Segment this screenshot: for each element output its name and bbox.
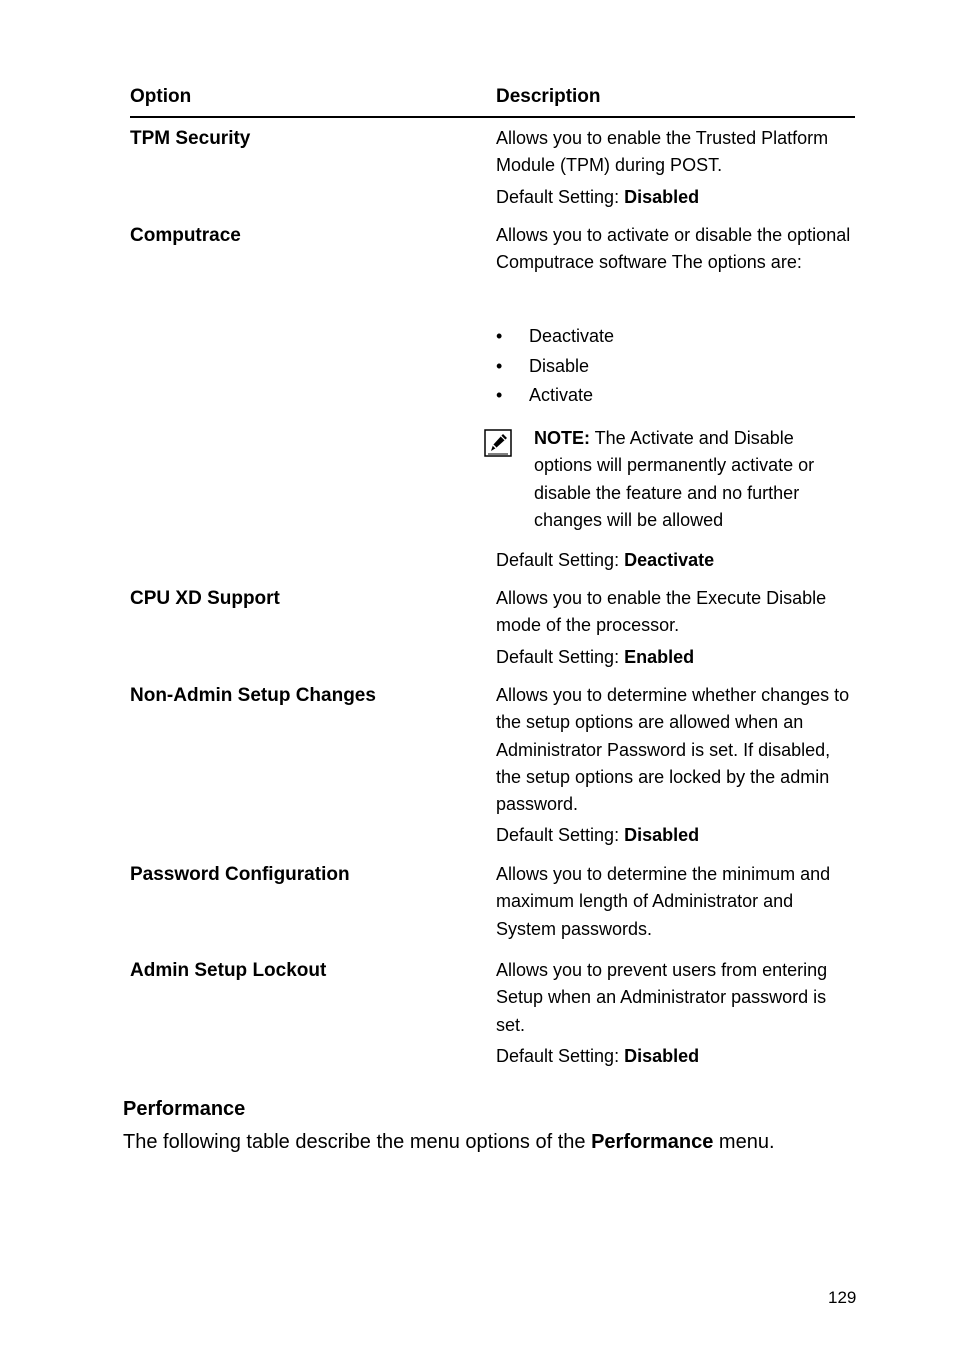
description-text: Allows you to determine whether changes to the setup options are allowed when an Administrator Password is set. If disabled, the setup options are locked by the admin password. xyxy=(496,685,850,815)
note-text xyxy=(534,425,844,534)
default-setting-label: Default Setting: xyxy=(496,1045,625,1066)
description-text: Allows you to enable the Execute Disable mode of the processor. xyxy=(496,588,827,636)
section-body-text: The following table describe the menu options of the xyxy=(123,1131,592,1153)
list-item xyxy=(496,381,614,411)
option-password-configuration: Password Configuration xyxy=(130,864,350,885)
default-setting-value: Disabled xyxy=(624,186,700,207)
default-setting-label: Default Setting: xyxy=(496,186,625,207)
default-setting xyxy=(496,644,852,671)
list-item-label: Disable xyxy=(529,355,590,376)
option-admin-setup-lockout: Admin Setup Lockout xyxy=(130,960,327,981)
list-item xyxy=(496,322,614,352)
column-header-description: Description xyxy=(496,86,601,107)
default-setting-label: Default Setting: xyxy=(496,825,625,846)
list-item xyxy=(496,352,614,382)
note-label: NOTE: xyxy=(534,428,590,448)
default-setting-label: Default Setting: xyxy=(496,646,625,667)
list-item-label: Deactivate xyxy=(529,326,615,346)
pencil-note-icon xyxy=(484,429,512,457)
description-text: Allows you to determine the minimum and maximum length of Administrator and System passwords. xyxy=(496,864,831,939)
column-header-option: Option xyxy=(130,86,192,107)
option-non-admin-setup-changes: Non-Admin Setup Changes xyxy=(130,685,376,706)
default-setting xyxy=(496,547,852,574)
default-setting-label: Default Setting: xyxy=(496,550,625,570)
description-computrace xyxy=(496,222,852,277)
description-text: Allows you to enable the Trusted Platform Module (TPM) during POST. xyxy=(496,128,829,176)
default-setting-value: Disabled xyxy=(624,1045,700,1066)
option-cpu-xd-support: CPU XD Support xyxy=(130,588,280,609)
section-title: Performance xyxy=(123,1098,246,1120)
description-text: Allows you to prevent users from entering Setup when an Administrator password is set. xyxy=(496,960,828,1035)
section-body-text-end: menu. xyxy=(713,1131,775,1153)
description-non-admin-setup-changes xyxy=(496,682,852,850)
page-number: 129 xyxy=(828,1288,857,1307)
description-text: Allows you to activate or disable the optional Computrace software The options are: xyxy=(496,225,851,273)
default-setting xyxy=(496,822,852,849)
option-computrace: Computrace xyxy=(130,225,241,246)
table-header xyxy=(130,86,855,118)
section-body xyxy=(123,1131,775,1154)
description-password-configuration xyxy=(496,861,852,943)
description-tpm-security xyxy=(496,125,852,211)
bullet-icon: • xyxy=(496,385,503,405)
computrace-options-list xyxy=(496,322,614,411)
bullet-icon: • xyxy=(496,326,503,346)
default-setting-value: Disabled xyxy=(624,825,700,846)
list-item-label: Activate xyxy=(529,385,594,405)
default-setting xyxy=(496,1043,852,1070)
default-setting-value: Deactivate xyxy=(624,550,715,570)
description-cpu-xd-support xyxy=(496,585,852,671)
option-tpm-security: TPM Security xyxy=(130,128,251,149)
description-admin-setup-lockout xyxy=(496,957,852,1070)
section-body-menu-name: Performance xyxy=(591,1131,714,1153)
note-body: The Activate and Disable options will permanently activate or disable the feature and no further changes will be allowed xyxy=(534,428,815,530)
default-setting-value: Enabled xyxy=(624,646,695,667)
bullet-icon: • xyxy=(496,355,503,376)
default-setting xyxy=(496,184,852,211)
default-setting-computrace xyxy=(496,547,852,574)
